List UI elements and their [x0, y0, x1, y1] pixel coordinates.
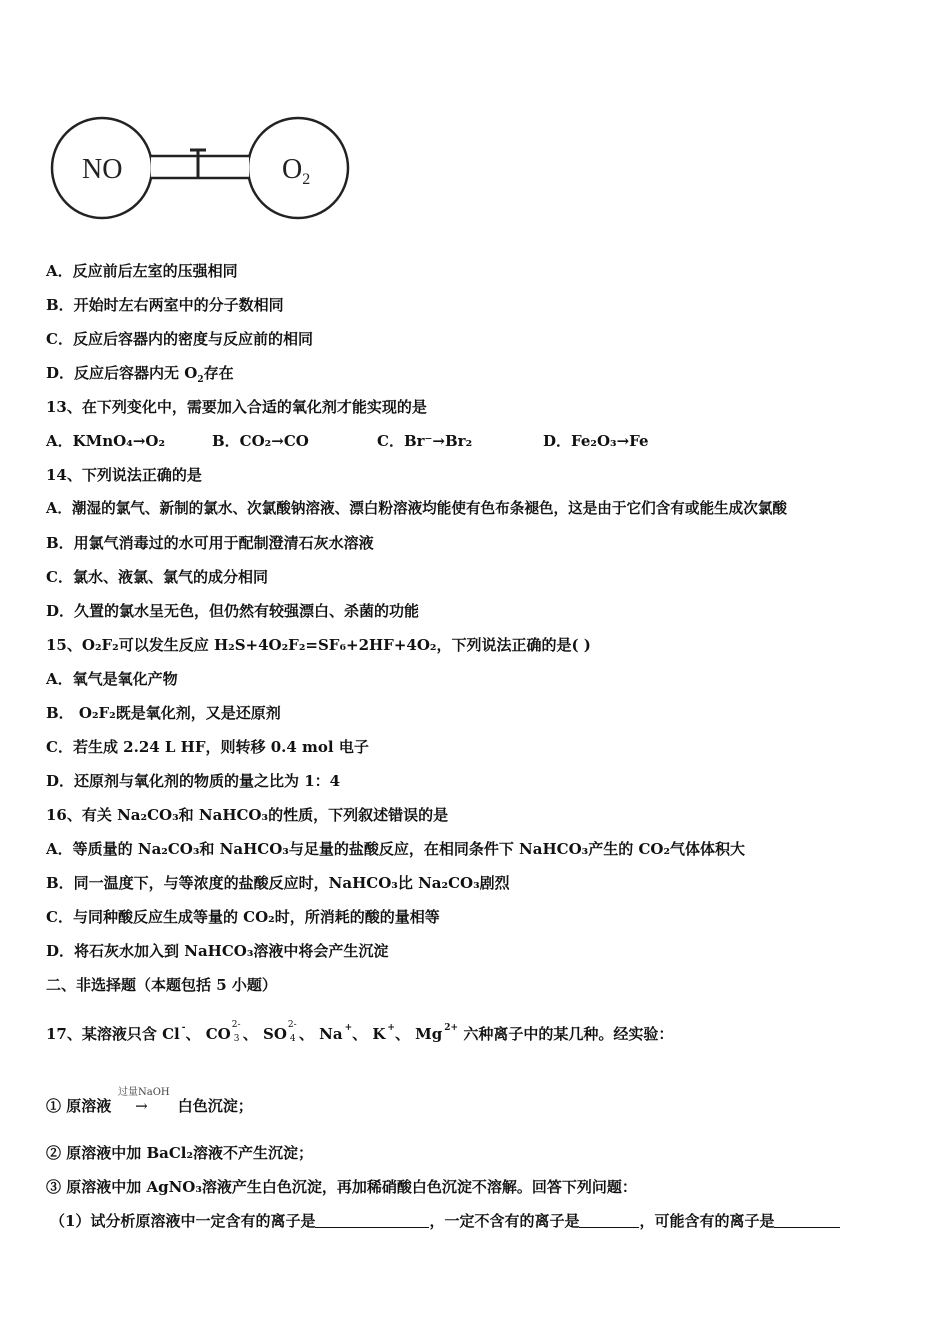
ion-so4: SO 2- 4 [262, 1020, 297, 1044]
q15-option-c: C．若生成 2.24 L HF，则转移 0.4 mol 电子 [46, 738, 369, 756]
q13-option-b: B．CO₂→CO [212, 432, 309, 450]
ion-mg: Mg $^{2+}$ [415, 1023, 459, 1043]
q15-stem: 15、O₂F₂可以发生反应 H₂S+4O₂F₂=SF₆+2HF+4O₂，下列说法正确的是( ) [46, 636, 591, 654]
q16-option-a: A．等质量的 Na₂CO₃和 NaHCO₃与足量的盐酸反应，在相同条件下 NaHCO₃产生的 CO₂气体体积大 [46, 840, 746, 858]
q17-stem: 17、某溶液只含 Cl -、 CO 2- 3 、 SO 2- 4 、 Na +、 K +、 Mg $^{2+}$ 六种离子中的某几种。经实验： [46, 1020, 674, 1044]
q15-option-b: B． O₂F₂既是氧化剂，又是还原剂 [46, 704, 281, 722]
answer-blank-1[interactable] [315, 1213, 429, 1228]
ion-k: K + [372, 1023, 395, 1043]
reaction-arrow-icon: → [135, 1097, 148, 1115]
q13-option-c: C．Br⁻→Br₂ [377, 432, 473, 450]
q17-experiment-2: ② 原溶液中加 BaCl₂溶液不产生沉淀； [46, 1144, 314, 1162]
section-heading: 二、非选择题（本题包括 5 小题） [46, 976, 277, 994]
q16-option-b: B．同一温度下，与等浓度的盐酸反应时，NaHCO₃比 Na₂CO₃剧烈 [46, 874, 510, 892]
answer-blank-3[interactable] [774, 1213, 840, 1228]
connector-tube [151, 156, 249, 178]
answer-blank-2[interactable] [579, 1213, 639, 1228]
q16-option-c: C．与同种酸反应生成等量的 CO₂时，所消耗的酸的量相等 [46, 908, 440, 926]
q17-experiment-1: ① 原溶液 → 白色沉淀； [46, 1097, 253, 1115]
q14-option-d: D．久置的氯水呈无色，但仍然有较强漂白、杀菌的功能 [46, 602, 420, 620]
q16-option-d: D．将石灰水加入到 NaHCO₃溶液中将会产生沉淀 [46, 942, 389, 960]
q14-option-a: A．潮湿的氯气、新制的氯水、次氯酸钠溶液、漂白粉溶液均能使有色布条褪色，这是由于它们含有或能生成次氯酸 [46, 500, 788, 517]
ion-co3: CO 2- 3 [205, 1020, 241, 1044]
left-flask-label: NO [82, 154, 123, 185]
ion-cl: Cl - [162, 1023, 186, 1043]
q14-option-c: C．氯水、液氯、氯气的成分相同 [46, 568, 268, 586]
ion-na: Na + [319, 1023, 353, 1043]
q15-option-d: D．还原剂与氧化剂的物质的量之比为 1：4 [46, 772, 341, 790]
q12-option-c: C．反应后容器内的密度与反应前的相同 [46, 330, 313, 348]
q12-option-b: B．开始时左右两室中的分子数相同 [46, 296, 284, 314]
q14-option-b: B．用氯气消毒过的水可用于配制澄清石灰水溶液 [46, 534, 374, 552]
q12-option-a: A．反应前后左室的压强相同 [46, 262, 238, 280]
q17-sub-question-1: （1）试分析原溶液中一定含有的离子是 ，一定不含有的离子是 ，可能含有的离子是 [50, 1211, 840, 1231]
q15-option-a: A．氧气是氧化产物 [46, 670, 178, 688]
q13-option-a: A．KMnO₄→O₂ [46, 432, 166, 450]
flask-diagram [46, 112, 356, 224]
q14-stem: 14、下列说法正确的是 [46, 466, 202, 484]
reaction-arrow-label: 过量NaOH [118, 1087, 170, 1098]
q17-experiment-3: ③ 原溶液中加 AgNO₃溶液产生白色沉淀，再加稀硝酸白色沉淀不溶解。回答下列问题： [46, 1178, 637, 1196]
q13-stem: 13、在下列变化中，需要加入合适的氧化剂才能实现的是 [46, 398, 427, 416]
q12-option-d: D．反应后容器内无 $O_2$存在 [46, 364, 234, 385]
right-flask-label: $O_2$ [282, 154, 311, 188]
q16-stem: 16、有关 Na₂CO₃和 NaHCO₃的性质，下列叙述错误的是 [46, 806, 449, 824]
q13-option-d: D．Fe₂O₃→Fe [543, 432, 649, 450]
